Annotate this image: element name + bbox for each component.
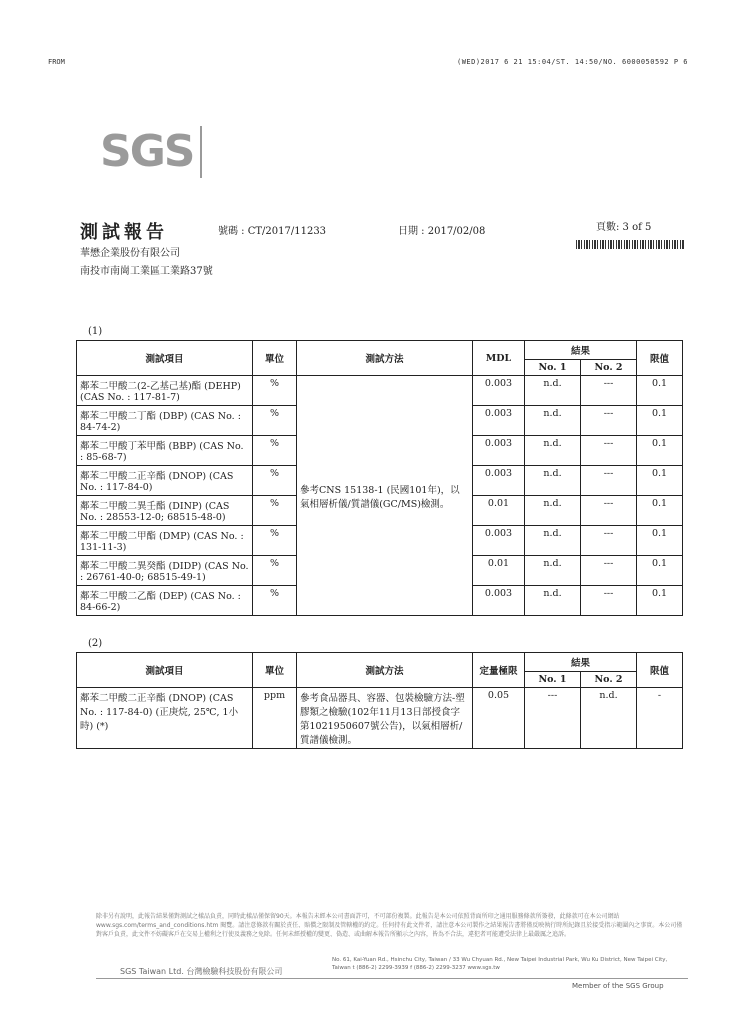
header-test-item: 測試項目 <box>77 341 253 376</box>
header-quant-limit: 定量極限 <box>473 653 525 688</box>
cell-item: 鄰苯二甲酸二異壬酯 (DINP) (CAS No. : 28553-12-0; 68515-48-0) <box>77 496 253 526</box>
cell-quant-limit: 0.05 <box>473 688 525 749</box>
cell-method: 參考食品器具、容器、包裝檢驗方法-塑膠類之檢驗(102年11月13日部授食字第1021950607號公告)，以氣相層析/質譜儀檢測。 <box>297 688 473 749</box>
cell-item: 鄰苯二甲酸二甲酯 (DMP) (CAS No. : 131-11-3) <box>77 526 253 556</box>
header-no2: No. 2 <box>581 672 637 688</box>
cell-mdl: 0.003 <box>473 406 525 436</box>
header-limit: 限值 <box>637 653 683 688</box>
cell-mdl: 0.003 <box>473 436 525 466</box>
cell-no2: --- <box>581 436 637 466</box>
table-1-body <box>77 376 683 616</box>
header-no1: No. 1 <box>525 672 581 688</box>
cell-mdl: 0.003 <box>473 526 525 556</box>
cell-limit: - <box>637 688 683 749</box>
header-method: 測試方法 <box>297 653 473 688</box>
test-results-table-1 <box>76 340 683 616</box>
header-no2: No. 2 <box>581 360 637 376</box>
cell-no2: --- <box>581 406 637 436</box>
cell-mdl: 0.01 <box>473 496 525 526</box>
header-no1: No. 1 <box>525 360 581 376</box>
footer-disclaimer: 除非另有說明，此報告結果僅對測試之樣品負責，同時此樣品僅保留90天。本報告未經本公司書面許可，不可部份複製。此報告是本公司依照背面所印之通用服務條款所簽發，此條款可在本公司網站 www.sgs.com/terms_and_conditions.htm 閱覽。請注意條款有關於責任、賠償之限制及管轄權的約定。任何持有此文件者，請注意本公司製作之結果報告書將僅反映執行時所紀錄且於接受指示範圍內之事實。本公司僅對客戶負責，此文件不妨礙客戶在交易上權利之行使及義務之免除。任何未經授權的變更、偽造、或曲解本報告所顯示之內容，皆為不合法，違犯者可能遭受法律上最嚴厲之追訴。 <box>96 913 683 938</box>
fax-from: FROM <box>48 58 65 66</box>
cell-mdl: 0.01 <box>473 556 525 586</box>
cell-unit: % <box>253 406 297 436</box>
cell-mdl: 0.003 <box>473 586 525 616</box>
cell-limit: 0.1 <box>637 376 683 406</box>
cell-limit: 0.1 <box>637 406 683 436</box>
report-title: 測試報告 <box>80 222 168 243</box>
cell-no1: n.d. <box>525 586 581 616</box>
logo-bar <box>200 126 202 178</box>
header-mdl: MDL <box>473 341 525 376</box>
cell-unit: % <box>253 436 297 466</box>
cell-no1: n.d. <box>525 466 581 496</box>
cell-unit: % <box>253 496 297 526</box>
cell-mdl: 0.003 <box>473 376 525 406</box>
cell-no2: --- <box>581 466 637 496</box>
cell-item: 鄰苯二甲酸二丁酯 (DBP) (CAS No. : 84-74-2) <box>77 406 253 436</box>
cell-no2: --- <box>581 586 637 616</box>
section-label-2: (2) <box>88 638 103 649</box>
table-row <box>77 376 683 406</box>
cell-item: 鄰苯二甲酸丁苯甲酯 (BBP) (CAS No. : 85-68-7) <box>77 436 253 466</box>
cell-limit: 0.1 <box>637 556 683 586</box>
cell-limit: 0.1 <box>637 526 683 556</box>
cell-no1: n.d. <box>525 436 581 466</box>
footer-divider <box>96 978 688 979</box>
barcode <box>576 240 684 249</box>
header-method: 測試方法 <box>297 341 473 376</box>
cell-method: 參考CNS 15138-1 (民國101年)，以氣相層析儀/質譜儀(GC/MS)檢測。 <box>297 376 473 616</box>
sgs-logo-text: SGS <box>100 126 194 177</box>
test-results-table-2 <box>76 652 683 749</box>
cell-item: 鄰苯二甲酸二正辛酯 (DNOP) (CAS No. : 117-84-0) <box>77 466 253 496</box>
header-unit: 單位 <box>253 341 297 376</box>
footer-member: Member of the SGS Group <box>572 982 664 990</box>
company-name: 華懋企業股份有限公司 <box>80 248 180 259</box>
table-row <box>77 688 683 749</box>
cell-limit: 0.1 <box>637 466 683 496</box>
cell-item: 鄰苯二甲酸二異癸酯 (DIDP) (CAS No. : 26761-40-0; 68515-49-1) <box>77 556 253 586</box>
company-address: 南投市南崗工業區工業路37號 <box>80 266 213 277</box>
cell-no1: n.d. <box>525 376 581 406</box>
header-unit: 單位 <box>253 653 297 688</box>
header-test-item: 測試項目 <box>77 653 253 688</box>
cell-no2: n.d. <box>581 688 637 749</box>
cell-no2: --- <box>581 526 637 556</box>
cell-limit: 0.1 <box>637 586 683 616</box>
cell-unit: % <box>253 466 297 496</box>
page-number: 頁數: 3 of 5 <box>596 222 652 233</box>
cell-no1: n.d. <box>525 496 581 526</box>
header-limit: 限值 <box>637 341 683 376</box>
cell-no1: --- <box>525 688 581 749</box>
cell-item: 鄰苯二甲酸二(2-乙基己基)酯 (DEHP) (CAS No. : 117-81-7) <box>77 376 253 406</box>
cell-item: 鄰苯二甲酸二乙酯 (DEP) (CAS No. : 84-66-2) <box>77 586 253 616</box>
cell-unit: % <box>253 586 297 616</box>
fax-header <box>48 58 688 70</box>
report-date: 日期 : 2017/02/08 <box>398 226 486 237</box>
cell-unit: ppm <box>253 688 297 749</box>
cell-no1: n.d. <box>525 526 581 556</box>
cell-limit: 0.1 <box>637 496 683 526</box>
cell-unit: % <box>253 556 297 586</box>
cell-unit: % <box>253 526 297 556</box>
cell-mdl: 0.003 <box>473 466 525 496</box>
cell-unit: % <box>253 376 297 406</box>
footer-company: SGS Taiwan Ltd. 台灣檢驗科技股份有限公司 <box>120 967 283 976</box>
cell-item: 鄰苯二甲酸二正辛酯 (DNOP) (CAS No. : 117-84-0) (正庚烷, 25℃, 1小時) (*) <box>77 688 253 749</box>
sgs-logo <box>100 122 212 182</box>
footer-address: No. 61, Kai-Yuan Rd., Hsinchu City, Taiwan / 33 Wu Chyuan Rd., New Taipei Industrial Park, Wu Ku District, New Taipei City, Taiwan t (886-2) 2299-3939 f (886-2) 2299-3237 www.sgs.tw <box>332 957 668 971</box>
cell-no2: --- <box>581 496 637 526</box>
cell-no2: --- <box>581 556 637 586</box>
section-label-1: (1) <box>88 326 103 337</box>
cell-no1: n.d. <box>525 556 581 586</box>
header-results: 結果 <box>525 341 637 360</box>
report-number: 號碼 : CT/2017/11233 <box>218 226 327 237</box>
cell-no1: n.d. <box>525 406 581 436</box>
fax-transmission-info: (WED)2017 6 21 15:04/ST. 14:50/NO. 6000050592 P 6 <box>456 58 688 66</box>
header-results: 結果 <box>525 653 637 672</box>
cell-limit: 0.1 <box>637 436 683 466</box>
cell-no2: --- <box>581 376 637 406</box>
